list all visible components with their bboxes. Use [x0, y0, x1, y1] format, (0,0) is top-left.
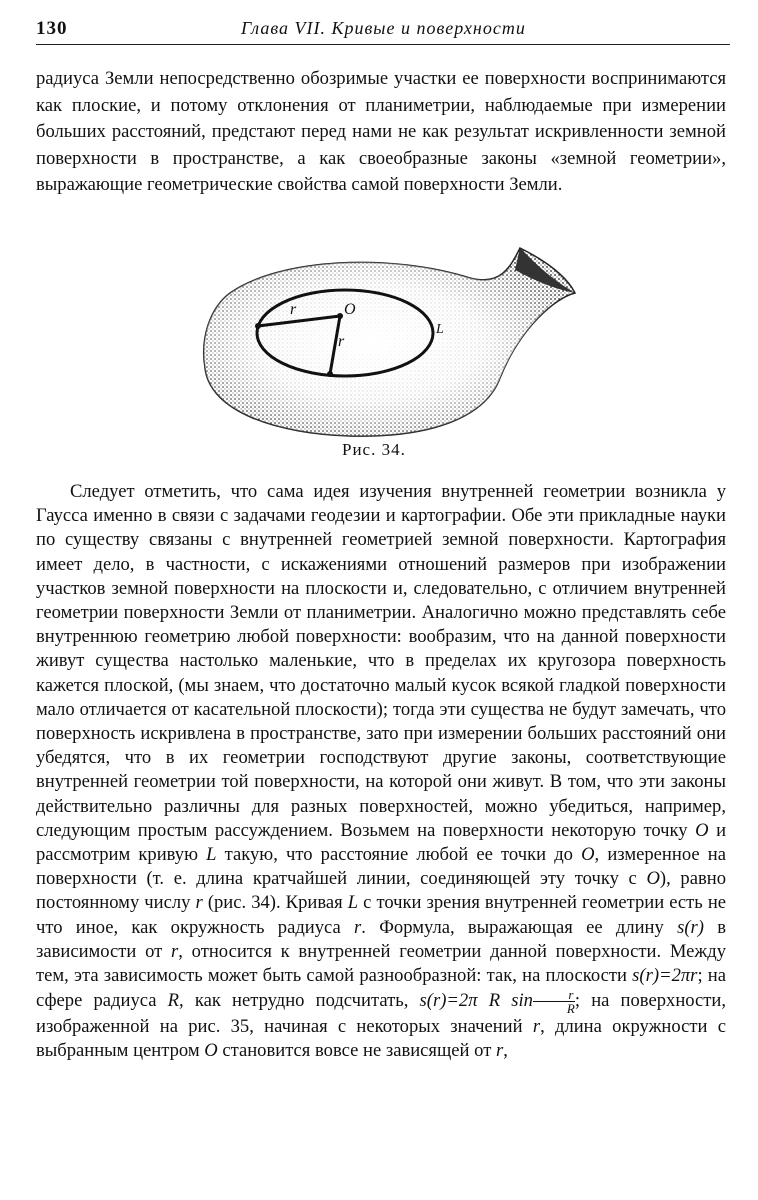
math-O: O: [646, 868, 660, 890]
math-L: L: [206, 844, 217, 866]
page-number: 130: [36, 18, 68, 39]
fraction-numerator: r: [533, 988, 575, 1002]
text-segment: , как нетрудно подсчитать,: [179, 990, 409, 1012]
text-segment: ; на сфере радиуса: [36, 965, 726, 1012]
math-r: r: [496, 1040, 504, 1062]
text-segment: , относится к внутренней геометрии данной поверхности. Между тем, эта зависимость может быть самой разнообразной: так, на плоскости: [36, 940, 727, 987]
label-O: O: [344, 301, 356, 318]
text-segment: , длина окружности с выбранным центром: [36, 1016, 726, 1062]
math-r: r: [354, 916, 362, 938]
text-segment: . Формула, выражающая ее длину: [361, 916, 664, 938]
header-rule: [36, 44, 730, 45]
math-O: O: [204, 1040, 218, 1062]
math-O: O: [695, 819, 709, 841]
text-segment: такую, что расстояние любой ее точки до: [224, 844, 573, 866]
text-segment: ), равно постоянному числу: [36, 868, 726, 914]
text-segment: ,: [503, 1040, 508, 1062]
text-segment: ; на поверхности, изображенной на рис. 35, начиная с некоторых значений: [36, 990, 727, 1038]
math-O: O: [581, 844, 595, 866]
paragraph-continued: радиуса Земли непосредственно обозримые участки ее поверхности воспринимаются как плоские, и потому отклонения от планиметрии, наблюдаемые при измерении больших расстояний, предстают перед нами не как результат искривленности земной поверхности в пространстве, а как своеобразные законы «земной геометрии», выражающие геометрические свойства самой поверхности Земли.: [36, 68, 726, 195]
text-segment: и рассмотрим кривую: [36, 819, 727, 866]
surface-illustration: [190, 238, 580, 438]
text-segment: Следует отметить, что сама идея изучения внутренней геометрии возникла у Гаусса именно в связи с задачами геодезии и картографии. Обе эти прикладные науки по существу связаны с внутренней геометрией земной поверхности. Картография имеет дело, в частности, с искажениями отношений размеров при изображении участков земной поверхности на плоскости и, следовательно, с отличием внутренней геометрии поверхности Земли от планиметрии. Аналогично можно представлять себе внутреннюю геометрию любой поверхности: вообразим, что на данной поверхности живут существа настолько маленькие, что в пределах их кругозора поверхность кажется плоской, (мы знаем, что достаточно малый кусок всякой гладкой поверхности мало отличается от касательной плоскости); тогда эти существа не будут замечать, что поверхность искривлена в пространстве, зато при измерении больших расстояний они убедятся, что в их геометрии господствуют другие законы, соответствующие внутренней геометрии той поверхности, на которой они живут. В том, что эти законы действительно различны для разных поверхностей, можно убедиться, например, следующим простым рассуждением. Возьмем на поверхности некоторую точку: [36, 481, 726, 841]
math-r: r: [195, 892, 203, 914]
math-s-of-r: s(r): [677, 916, 704, 938]
math-L: L: [347, 892, 359, 914]
formula-plane: s(r)=2πr: [632, 965, 698, 987]
math-r: r: [171, 940, 179, 962]
math-R: R: [167, 990, 180, 1012]
text-segment: , измеренное на поверхности (т. е. длина кратчайшей линии, соединяющей эту точку с: [36, 844, 726, 890]
figure-34: [190, 238, 580, 438]
fraction-r-over-R: [533, 988, 575, 1015]
page-header: [36, 16, 730, 46]
text-segment: (рис. 34). Кривая: [207, 892, 343, 914]
fraction-denominator: R: [566, 1001, 575, 1017]
label-r-vertical: r: [338, 333, 345, 350]
text-segment: в зависимости от: [36, 916, 726, 962]
text-segment: с точки зрения внутренней геометрии есть не что иное, как окружность радиуса: [36, 892, 727, 938]
label-L: L: [436, 322, 444, 337]
running-title: Глава VII. Кривые и поверхности: [241, 18, 526, 38]
math-r: r: [532, 1016, 541, 1038]
paragraph-main: [36, 480, 726, 1064]
figure-caption: Рис. 34.: [342, 440, 406, 459]
label-r-horizontal: r: [290, 301, 297, 318]
text-segment: становится вовсе не зависящей от: [222, 1040, 492, 1062]
formula-sphere: s(r)=2π R sin: [419, 990, 533, 1012]
